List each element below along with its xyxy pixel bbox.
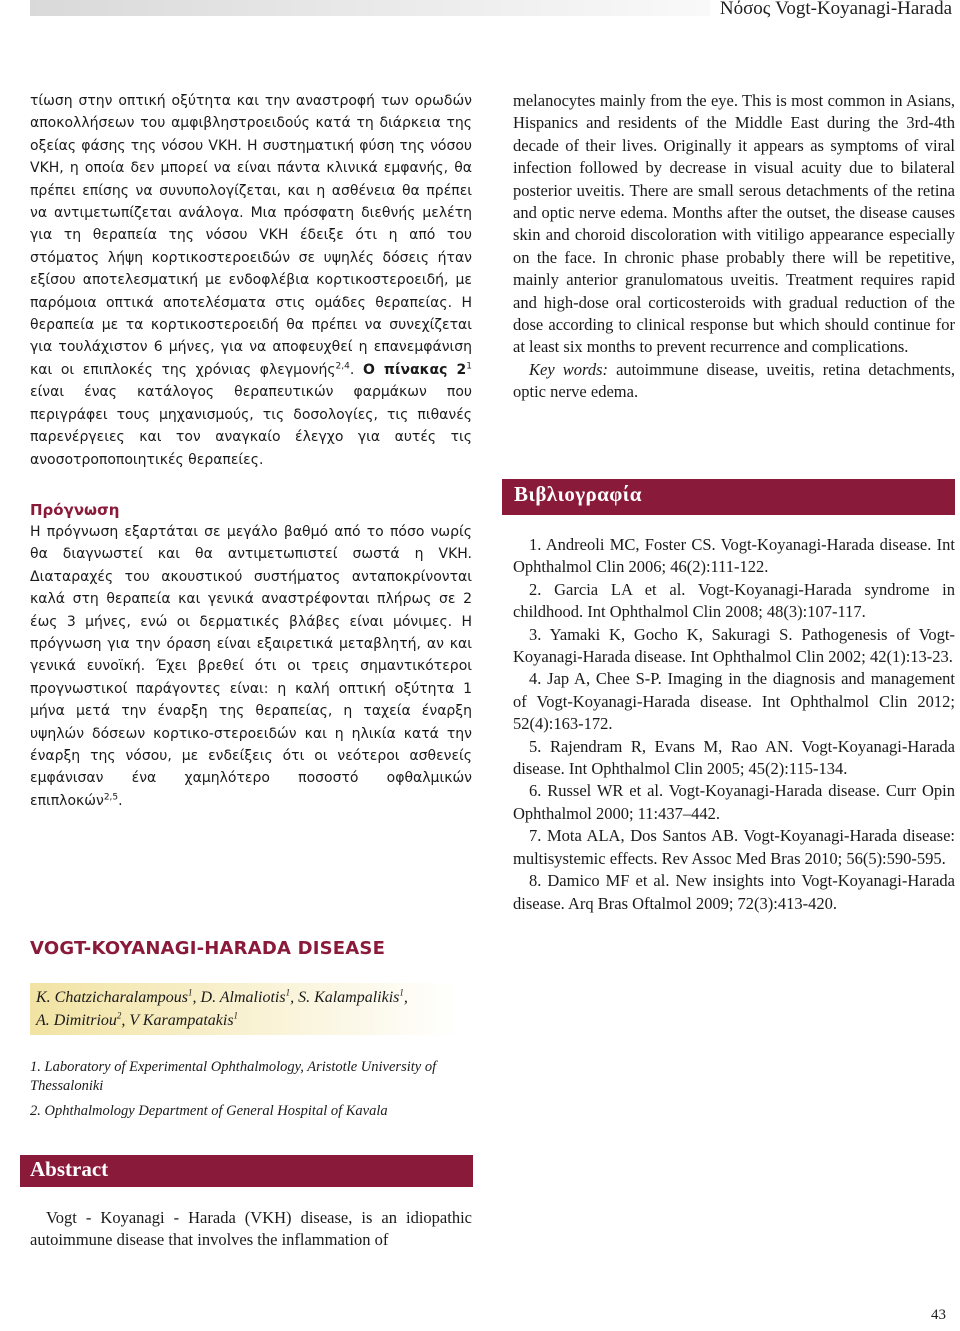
keywords: Key words: autoimmune disease, uveitis, retina detachments, optic nerve edema. xyxy=(513,359,955,402)
bibliography-heading: Βιβλιογραφία xyxy=(502,479,955,515)
reference-item: 8. Damico MF et al. New insights into Vogt-Koyanagi-Harada disease. Arq Bras Oftalmol 2009; 72(3):413-420. xyxy=(513,871,955,913)
table-reference: Ο πίνακας 2 xyxy=(362,361,467,378)
affiliation-1: 1. Laboratory of Experimental Ophthalmology, Aristotle University of Thessaloniki xyxy=(30,1059,437,1094)
left-column xyxy=(30,90,472,812)
abstract-heading: Abstract xyxy=(20,1155,473,1187)
reference-item: 7. Mota ALA, Dos Santos AB. Vogt-Koyanagi-Harada disease: multisystemic effects. Rev Assoc Med Bras 2010; 56(5):590-595. xyxy=(513,826,955,868)
affiliation-2: 2. Ophthalmology Department of General Hospital of Kavala xyxy=(30,1103,388,1119)
reference-list xyxy=(513,534,955,915)
reference-item: 2. Garcia LA et al. Vogt-Koyanagi-Harada syndrome in childhood. Int Ophthalmol Clin 2008; 48(3):107-117. xyxy=(513,579,955,622)
prognosis-paragraph: Η πρόγνωση εξαρτάται σε μεγάλο βαθμό από το πόσο νωρίς θα διαγνωστεί και θα αντιμετωπιστεί σωστά η VKH. Διαταραχές του ακουστικού συστήματος ανταποκρίνονται καλά στη θεραπεία και γενικά αναστρέφονται πλήρως σε 2 έως 3 μήνες, ενώ οι δερματικές βλάβες είναι μόνιμες. Η πρόγνωση για την όραση είναι εξαιρετικά μεταβλητή, αν και γενικά ευνοϊκή. Έχει βρεθεί ότι οι τρεις σημαντικότεροι προγνωστικοί παράγοντες είναι: η καλή οπτική οξύτητα 1 μήνα μετά την έναρξη της θεραπείας, η ταχεία έναρξη υψηλών δόσεων κορτικο-στεροειδών και η ηλικία κατά την έναρξη της νόσου, με ενδείξεις ότι οι νεότεροι ασθενείς εμφάνισαν ένα χαμηλότερο ποσοστό οφθαλμικών επιπλοκών$^{2,5}$. xyxy=(30,523,472,809)
keywords-label: Key words: xyxy=(529,359,608,379)
abstract-continued: melanocytes mainly from the eye. This is most common in Asians, Hispanics and residents of the Middle East during the 3rd-4th decade of their lives. Originally it appears as symptoms of viral infection followed by decrease in visual acuity due to bilateral posterior uveitis. There are small serous detachments of the retina and optic nerve edema. Months after the outset, the disease causes skin and choroid discoloration with vitiligo appearance especially on the face. In chronic phase probably there will be repetitive, mainly anterior granulomatous uveitis. Treatment requires rapid and high-dose oral corticosteroids with gradual reduction of the dose according to clinical response but which should continue for at least six months to prevent recurrence and complications. xyxy=(513,91,955,357)
header-rule xyxy=(30,0,710,16)
right-column xyxy=(513,90,955,404)
intro-paragraph: τίωση στην οπτική οξύτητα και την αναστροφή των ορωδών αποκολλήσεων του αμφιβληστροειδούς κατά τη διάρκεια της οξείας φάσης της νόσου VKH. Η συστηματική φύση της νόσου VKH, η οποία δεν μπορεί να είναι πάντα κλινικά εμφανής, θα πρέπει επίσης να συνυπολογίζεται, και η ασθένεια θα πρέπει να αντιμετωπίζεται ανάλογα. Μια πρόσφατη διεθνής μελέτη για τη θεραπεία της νόσου VKH έδειξε ότι η από του στόματος λήψη κορτικοστεροειδών σε υψηλές δόσεις ήταν εξίσου αποτελεσματική με ενδοφλέβια κορτικοστεροειδή, με παρόμοια οπτικά αποτελέσματα στις ομάδες θεραπείας. Η θεραπεία με τα κορτικοστεροειδή θα πρέπει να συνεχίζεται για τουλάχιστον 6 μήνες, για να αποφευχθεί η επανεμφάνιση και οι επιπλοκές της χρόνιας φλεγμονής$^{2,4}$. Ο πίνακας $2^1$ είναι ένας κατάλογος θεραπευτικών φαρμάκων που περιγράφει τους μηχανισμούς, τις δοσολογίες, τις πιθανές παρενέργειες και τον αναγκαίο έλεγχο για αυτές τις ανοσοτροποποιητικές θεραπείες. xyxy=(30,93,473,468)
reference-item: 3. Yamaki K, Gocho K, Sakuragi S. Pathogenesis of Vogt-Koyanagi-Harada disease. Int Ophthalmol Clin 2002; 42(1):13-23. xyxy=(513,624,955,667)
running-title: Νόσος Vogt-Koyanagi-Harada xyxy=(719,0,952,19)
english-title: VOGT-KOYANAGI-HARADA DISEASE xyxy=(30,938,386,959)
abstract-start: Vogt - Koyanagi - Harada (VKH) disease, is an idiopathic autoimmune disease that involves the inflammation of xyxy=(30,1208,472,1250)
reference-item: 6. Russel WR et al. Vogt-Koyanagi-Harada disease. Curr Opin Ophthalmol 2000; 11:437–442. xyxy=(513,781,955,823)
reference-item: 5. Rajendram R, Evans M, Rao AN. Vogt-Koyanagi-Harada disease. Int Ophthalmol Clin 2005; 45(2):115-134. xyxy=(513,736,955,779)
reference-item: 4. Jap A, Chee S-P. Imaging in the diagnosis and management of Vogt-Koyanagi-Harada disease. Int Ophthalmol Clin 2012; 52(4):163-172. xyxy=(513,669,955,734)
authors-box: K. Chatzicharalampous$^1$, D. Almaliotis$^1$, S. Kalampalikis$^1$, A. Dimitriou$^2$, V Karampatakis$^1$ xyxy=(30,983,460,1035)
prognosis-heading: Πρόγνωση xyxy=(30,500,120,519)
page-number: 43 xyxy=(931,1307,946,1323)
reference-item: 1. Andreoli MC, Foster CS. Vogt-Koyanagi-Harada disease. Int Ophthalmol Clin 2006; 46(2):111-122. xyxy=(513,535,955,577)
